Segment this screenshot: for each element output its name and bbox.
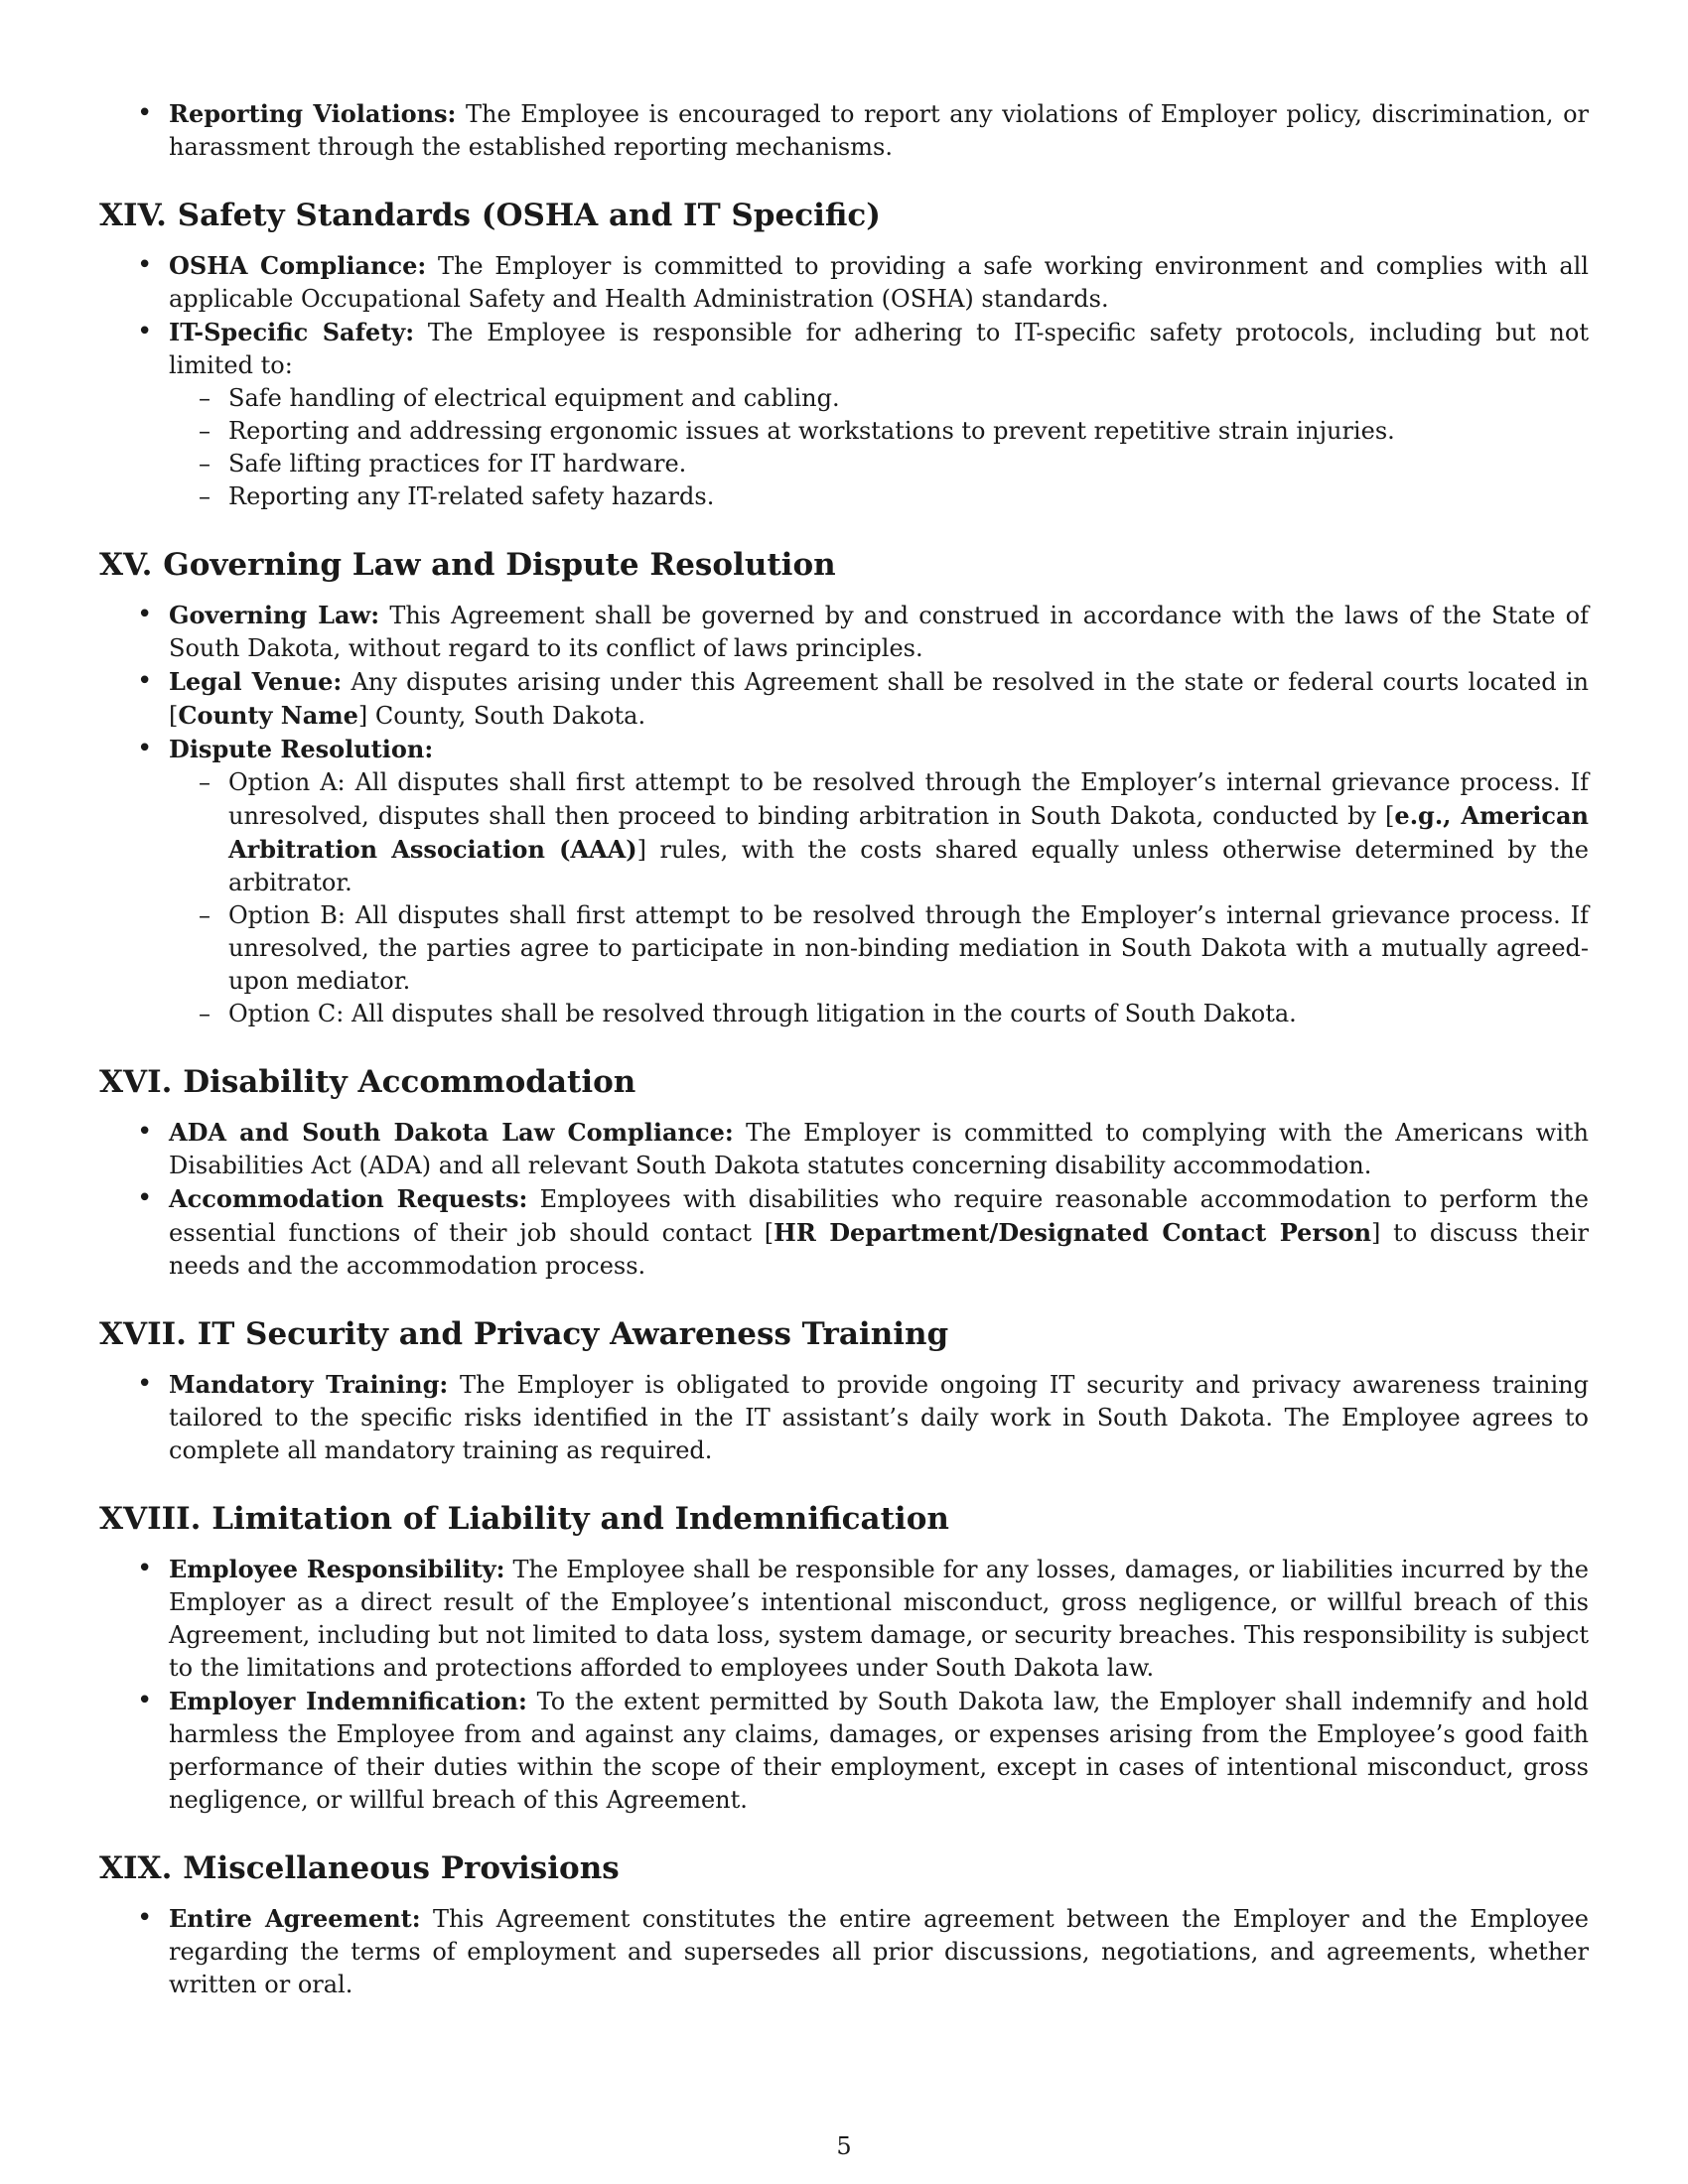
section-list-disability-accommodation bbox=[99, 1116, 1589, 1283]
term-label: ADA and South Dakota Law Compliance: bbox=[169, 1118, 734, 1147]
section-title-miscellaneous-provisions: XIX. Miscellaneous Provisions bbox=[99, 1850, 620, 1886]
page-number: 5 bbox=[836, 2132, 852, 2160]
item-text: Option A: All disputes shall first attempt to be resolved through the Employer’s internal grievance process. If unresolved, disputes shall then proceed to binding arbitration in South Dakota, conducted by [ bbox=[228, 768, 1589, 830]
section-title-limitation-of-liability: XVIII. Limitation of Liability and Indemnification bbox=[99, 1501, 949, 1537]
item-text: The Employee is encouraged to report any violations of Employer policy, discrimination, or harassment through the established reporting mechanisms. bbox=[169, 100, 1589, 161]
term-label: Dispute Resolution: bbox=[169, 735, 434, 763]
item-text: This Agreement constitutes the entire agreement between the Employer and the Employee regarding the terms of employment and supersedes all prior discussions, negotiations, and agreements, whether written or oral. bbox=[169, 1905, 1590, 1998]
section-list-governing-law bbox=[99, 599, 1589, 1030]
item-text: To the extent permitted by South Dakota law, the Employer shall indemnify and hold harmless the Employee from and against any claims, damages, or expenses arising from the Employee’s good faith performance of their duties within the scope of their employment, except in cases of intentional misconduct, gross negligence, or willful breach of this Agreement. bbox=[169, 1688, 1589, 1814]
term-label: Reporting Violations: bbox=[169, 99, 457, 128]
list-item-it-specific-safety bbox=[99, 316, 1589, 513]
section-title-disability-accommodation: XVI. Disability Accommodation bbox=[99, 1064, 636, 1100]
item-text: The Employee shall be responsible for any losses, damages, or liabilities incurred by the Employer as a direct result of the Employee’s intentional misconduct, gross negligence, or willful breach of this Agreement, including but not limited to data loss, system damage, or security breaches. This responsibility is subject to the limitations and protections afforded to employees under South Dakota law. bbox=[169, 1556, 1589, 1682]
item-text: The Employee is responsible for adhering to IT-specific safety protocols, including but not limited to: bbox=[169, 319, 1589, 379]
placeholder-county-name: County Name bbox=[178, 701, 358, 730]
item-text: Employees with disabilities who require reasonable accommodation to perform the essential functions of their job should contact [ bbox=[169, 1185, 1590, 1247]
list-item-ada-compliance bbox=[99, 1116, 1589, 1182]
sub-item: – Reporting any IT-related safety hazards. bbox=[169, 480, 1589, 513]
section-title-it-security-training: XVII. IT Security and Privacy Awareness Training bbox=[99, 1316, 949, 1352]
list-item-accommodation-requests bbox=[99, 1182, 1589, 1283]
term-label: Employer Indemnification: bbox=[169, 1687, 527, 1715]
term-label: Employee Responsibility: bbox=[169, 1555, 505, 1583]
section-list-miscellaneous-provisions bbox=[99, 1902, 1589, 2001]
placeholder-hr-contact: HR Department/Designated Contact Person bbox=[774, 1218, 1372, 1247]
item-text: The Employer is committed to complying with the Americans with Disabilities Act (ADA) and all relevant South Dakota statutes concerning disability accommodation. bbox=[169, 1119, 1589, 1179]
term-label: OSHA Compliance: bbox=[169, 251, 427, 280]
list-item-entire-agreement bbox=[99, 1902, 1589, 2001]
term-label: Governing Law: bbox=[169, 601, 380, 629]
term-label: Legal Venue: bbox=[169, 667, 343, 696]
section-list-limitation-of-liability bbox=[99, 1553, 1589, 1817]
sub-list-dispute-options bbox=[169, 766, 1589, 1030]
term-label: Mandatory Training: bbox=[169, 1370, 449, 1399]
list-item-dispute-resolution bbox=[99, 733, 1589, 1030]
sub-item: – Reporting and addressing ergonomic issues at workstations to prevent repetitive strain injuries. bbox=[169, 415, 1589, 448]
section-list-safety-standards bbox=[99, 249, 1589, 513]
section-title-safety-standards: XIV. Safety Standards (OSHA and IT Specific) bbox=[99, 198, 881, 233]
list-item-osha-compliance bbox=[99, 249, 1589, 316]
term-label: Accommodation Requests: bbox=[169, 1184, 528, 1213]
item-text: ] County, South Dakota. bbox=[357, 702, 646, 730]
document-page bbox=[99, 97, 1589, 2001]
item-text: The Employer is committed to providing a safe working environment and complies with all applicable Occupational Safety and Health Administration (OSHA) standards. bbox=[169, 252, 1589, 313]
placeholder-arbitration-body: e.g., American Arbitration Association (AAA) bbox=[228, 801, 1589, 864]
intro-list bbox=[99, 97, 1589, 164]
item-text: ] rules, with the costs shared equally unless otherwise determined by the arbitrator. bbox=[228, 836, 1589, 896]
sub-item-option-b: – Option B: All disputes shall first attempt to be resolved through the Employer’s internal grievance process. If unresolved, the parties agree to participate in non-binding mediation in South Dakota with a mutually agreed-upon mediator. bbox=[169, 899, 1589, 998]
section-title-governing-law: XV. Governing Law and Dispute Resolution bbox=[99, 547, 836, 583]
list-item-employee-responsibility bbox=[99, 1553, 1589, 1685]
list-item-reporting-violations bbox=[99, 97, 1589, 164]
item-text: ] to discuss their needs and the accommodation process. bbox=[169, 1219, 1589, 1280]
list-item-governing-law bbox=[99, 599, 1589, 665]
sub-item-option-c: – Option C: All disputes shall be resolved through litigation in the courts of South Dakota. bbox=[169, 998, 1589, 1030]
section-list-it-security-training bbox=[99, 1368, 1589, 1467]
term-label: Entire Agreement: bbox=[169, 1904, 421, 1933]
item-text: This Agreement shall be governed by and construed in accordance with the laws of the State of South Dakota, without regard to its conflict of laws principles. bbox=[169, 602, 1589, 662]
item-text: Any disputes arising under this Agreement shall be resolved in the state or federal courts located in [ bbox=[169, 668, 1589, 730]
list-item-legal-venue bbox=[99, 665, 1589, 733]
sub-item: – Safe handling of electrical equipment and cabling. bbox=[169, 382, 1589, 415]
sub-item-option-a bbox=[169, 766, 1589, 899]
list-item-mandatory-training bbox=[99, 1368, 1589, 1467]
sub-item: – Safe lifting practices for IT hardware. bbox=[169, 448, 1589, 480]
sub-list-it-safety bbox=[169, 382, 1589, 513]
term-label: IT-Specific Safety: bbox=[169, 318, 415, 346]
item-text: The Employer is obligated to provide ongoing IT security and privacy awareness training tailored to the specific risks identified in the IT assistant’s daily work in South Dakota. The Employee agrees to complete all mandatory training as required. bbox=[169, 1371, 1589, 1464]
list-item-employer-indemnification bbox=[99, 1685, 1589, 1817]
